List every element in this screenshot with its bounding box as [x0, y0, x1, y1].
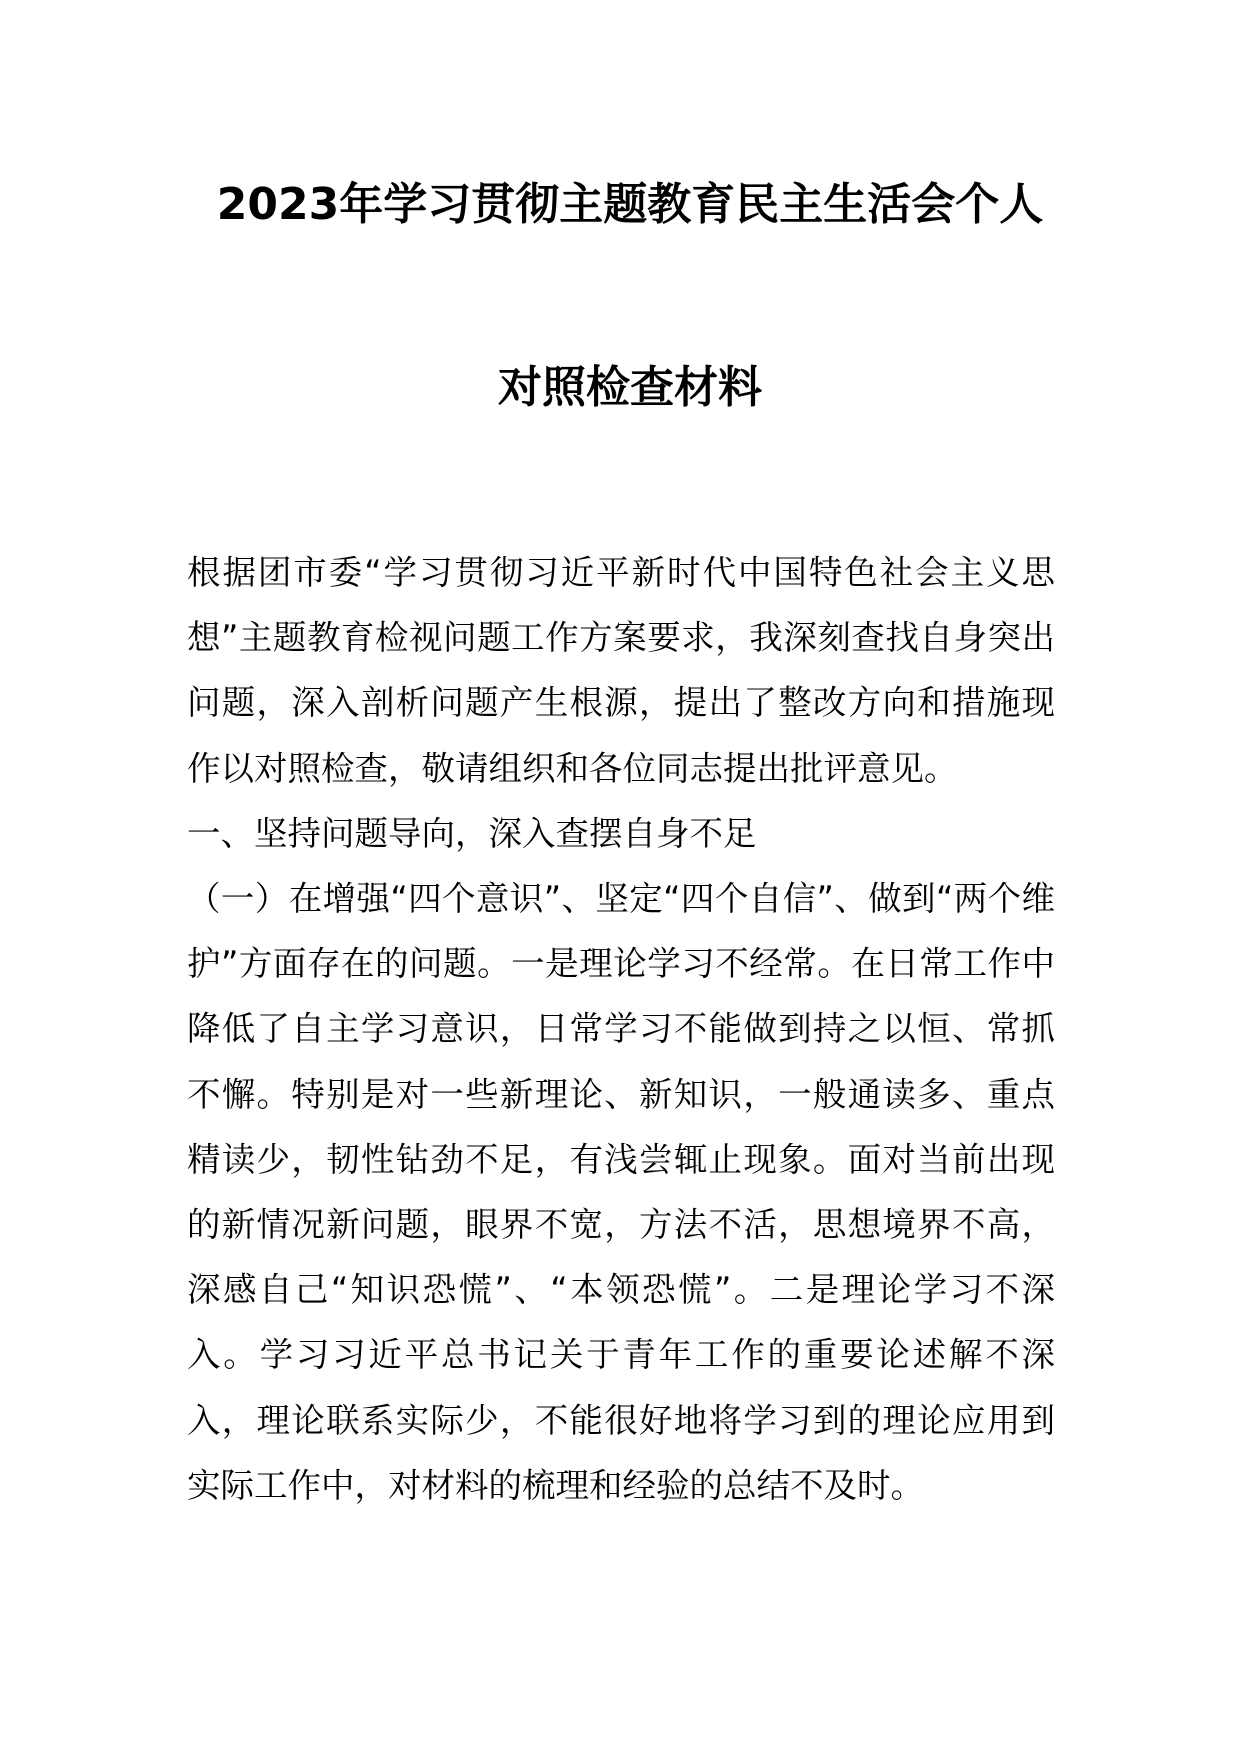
document-title-line-1: 2023年学习贯彻主题教育民主生活会个人 [216, 179, 1044, 230]
intro-paragraph: 根据团市委“学习贯彻习近平新时代中国特色社会主义思想”主题教育检视问题工作方案要求，我深刻查找自身突出问题，深入剖析问题产生根源，提出了整改方向和措施现作以对照检查，敬请组织和各位同志提出批评意见。 [187, 553, 1055, 788]
section-heading: 一、坚持问题导向，深入查摆自身不足 [187, 813, 757, 853]
body-paragraph: （一）在增强“四个意识”、坚定“四个自信”、做到“两个维护”方面存在的问题。一是理论学习不经常。在日常工作中降低了自主学习意识，日常学习不能做到持之以恒、常抓不懈。特别是对一些新理论、新知识，一般通读多、重点精读少，韧性钻劲不足，有浅尝辄止现象。面对当前出现的新情况新问题，眼界不宽，方法不活，思想境界不高，深感自己“知识恐慌”、“本领恐慌”。二是理论学习不深入。学习习近平总书记关于青年工作的重要论述解不深入，理论联系实际少，不能很好地将学习到的理论应用到实际工作中，对材料的梳理和经验的总结不及时。 [187, 879, 1055, 1505]
document-body [187, 540, 1055, 1518]
document-title-line-2: 对照检查材料 [498, 362, 762, 413]
